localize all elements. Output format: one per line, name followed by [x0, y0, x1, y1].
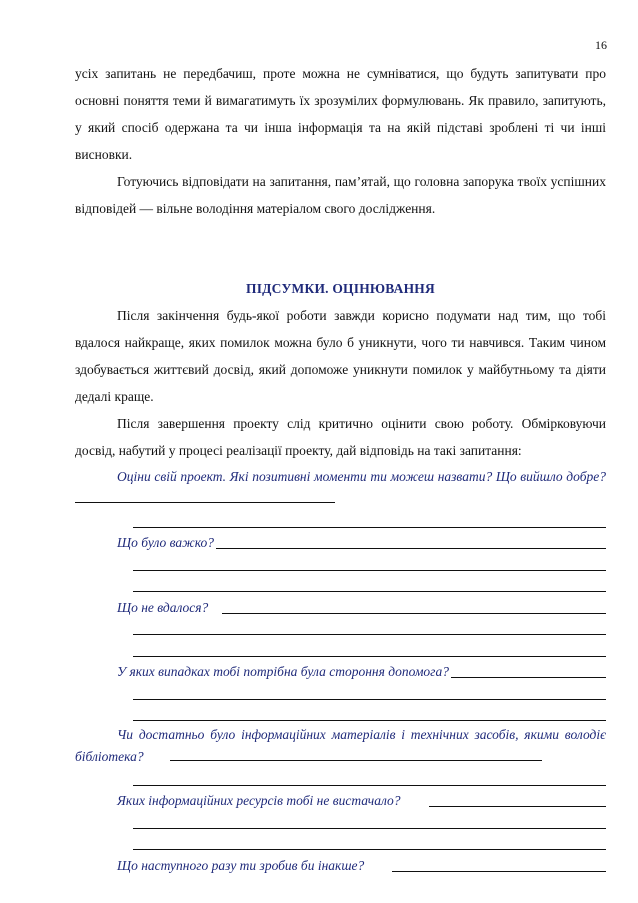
- question-1-text: Оціни свій проект. Які позитивні моменти ти можеш назвати? Що вийшло добре?: [117, 469, 606, 484]
- answer-line-1b[interactable]: [133, 509, 606, 531]
- answer-line-6c[interactable]: [133, 832, 606, 854]
- paragraph-3: Після закінчення будь-якої роботи завжди корисно подумати над тим, що тобі вдалося найкраще, яких помилок можна було б уникнути, чого ти навчився. Таким чином здобувається життєвий досвід, який допоможе уникнути помилок у майбутньому та діяти дедалі краще.: [75, 308, 606, 404]
- paragraph-2: Готуючись відповідати на запитання, пам’ятай, що головна запорука твоїх успішних відповідей — вільне володіння матеріалом свого дослідження.: [75, 174, 606, 216]
- answer-line-2a[interactable]: [216, 534, 606, 549]
- paragraph-1: усіх запитань не передбачиш, проте можна не сумніватися, що будуть запитувати про основні поняття теми й вимагатимуть їх зрозумілих формулювань. Як правило, запитують, у який спосіб одержана та чи інша інформація та на якій підставі зроблені ті чи інші висновки.: [75, 66, 606, 162]
- answer-line-5a[interactable]: [170, 748, 542, 761]
- question-6-row: [75, 789, 606, 811]
- answer-line-3c[interactable]: [133, 638, 606, 660]
- question-3-row: [75, 595, 606, 617]
- question-5-text: Чи достатньо було інформаційних матеріалів і технічних засобів, якими володіє бібліотека?: [75, 727, 606, 764]
- question-7-text: Що наступного разу ти зробив би інакше?: [117, 857, 365, 873]
- question-1: [75, 466, 606, 509]
- answer-line-4a[interactable]: [451, 663, 606, 678]
- answer-line-4c[interactable]: [133, 703, 606, 725]
- page-content: [75, 60, 606, 875]
- answer-line-2b[interactable]: [133, 552, 606, 574]
- answer-line-7a[interactable]: [392, 857, 606, 872]
- answer-line-6a[interactable]: [429, 792, 606, 807]
- answer-line-3b[interactable]: [133, 617, 606, 639]
- question-5: [75, 724, 606, 767]
- page-number: 16: [595, 38, 607, 52]
- answer-line-1a[interactable]: [75, 490, 335, 503]
- answer-line-5b[interactable]: [133, 767, 606, 789]
- answer-line-2c[interactable]: [133, 574, 606, 596]
- section-spacer: [75, 222, 606, 275]
- question-6-text: Яких інформаційних ресурсів тобі не вистачало?: [117, 793, 401, 808]
- answer-line-3a[interactable]: [222, 599, 606, 614]
- section-heading: ПІДСУМКИ. ОЦІНЮВАННЯ: [246, 281, 435, 296]
- answer-line-4b[interactable]: [133, 681, 606, 703]
- question-2-text: Що було важко?: [117, 535, 214, 550]
- question-4-text: У яких випадках тобі потрібна була стороння допомога?: [117, 664, 449, 679]
- question-2-row: [75, 531, 606, 553]
- question-4-row: [75, 660, 606, 682]
- paragraph-4: Після завершення проекту слід критично оцінити свою роботу. Обмірковуючи досвід, набутий у процесі реалізації проекту, дай відповідь на такі запитання:: [75, 416, 606, 458]
- question-3-text: Що не вдалося?: [117, 599, 209, 615]
- question-7-row: [75, 853, 606, 875]
- answer-line-6b[interactable]: [133, 810, 606, 832]
